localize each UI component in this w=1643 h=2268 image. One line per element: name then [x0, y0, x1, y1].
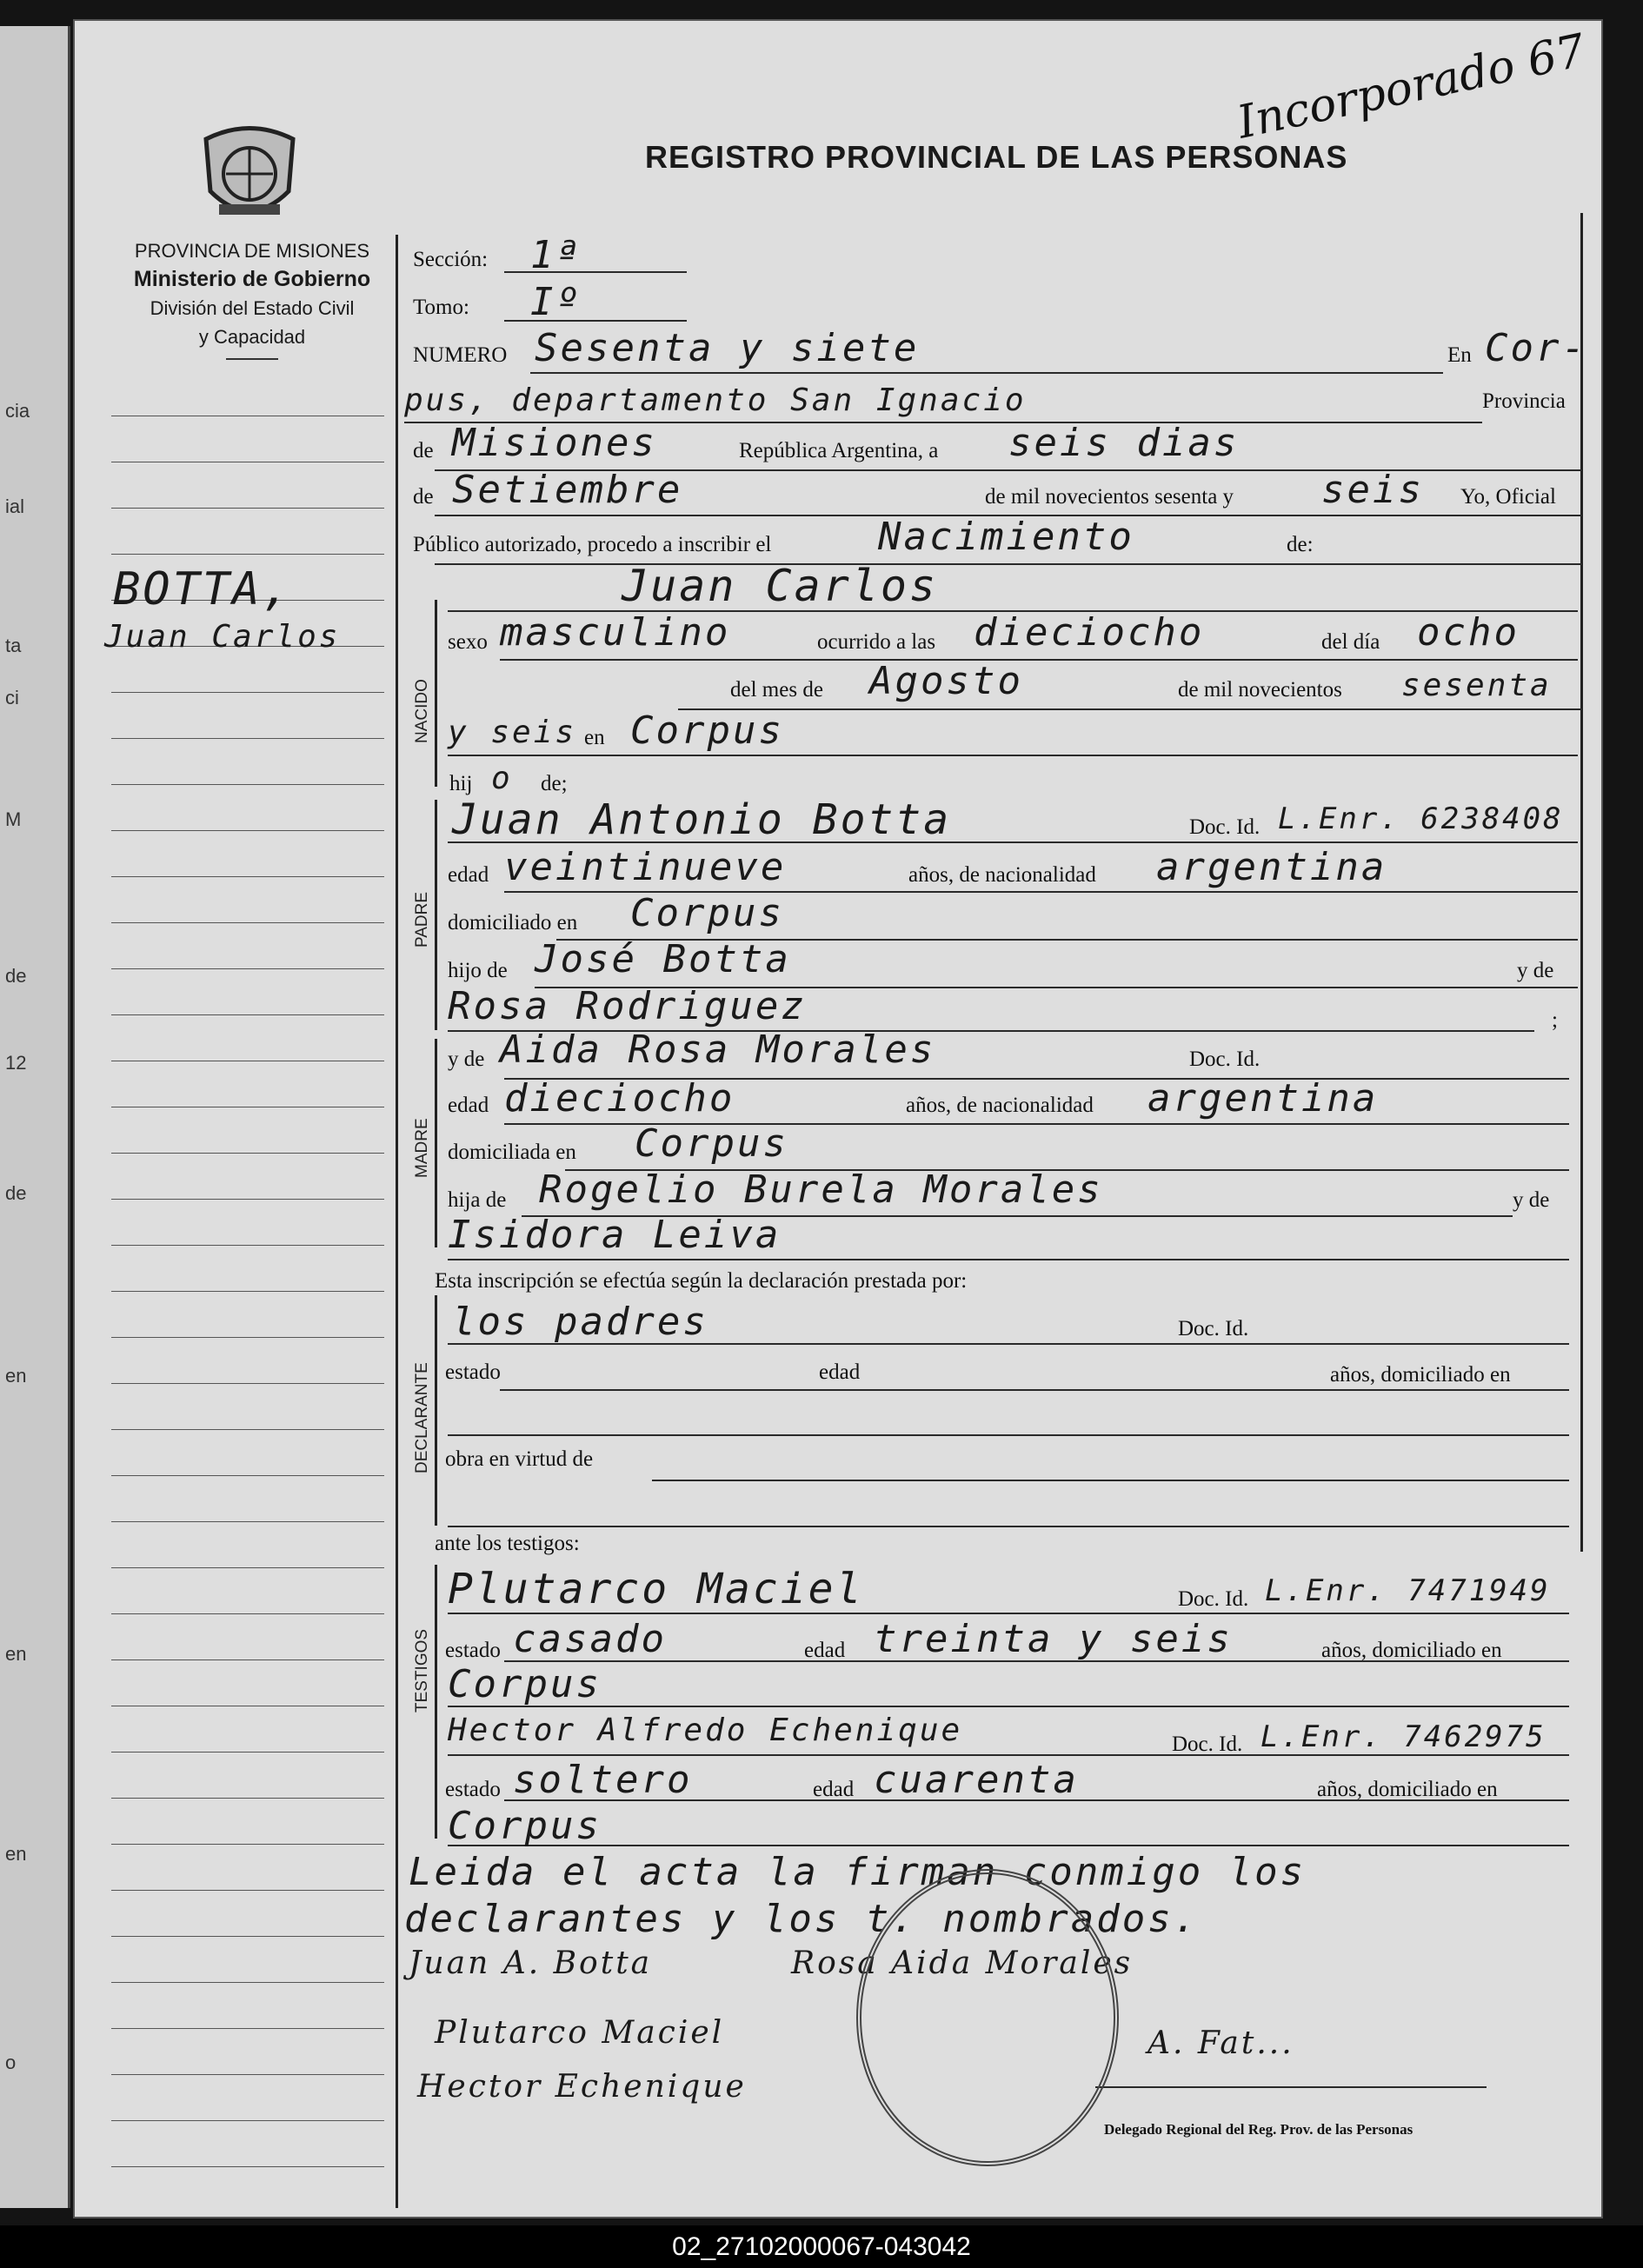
label-estado: estado — [445, 1778, 501, 1801]
previous-page-edge — [0, 26, 70, 2208]
value-acto: Nacimiento — [878, 515, 1134, 559]
margin-ruled-line — [111, 1383, 384, 1384]
value-testigo1-edad: treinta y seis — [874, 1617, 1233, 1661]
madre-bracket — [435, 1039, 437, 1247]
edge-text: ial — [5, 496, 25, 517]
value-abuela-m: Isidora Leiva — [448, 1213, 782, 1257]
value-padre-edad: veintinueve — [504, 845, 787, 889]
label-provincia: Provincia — [1482, 389, 1566, 413]
label-del-mes: del mes de — [730, 678, 823, 702]
division-name: División del Estado Civil — [150, 297, 355, 319]
value-testigo2: Hector Alfredo Echenique — [448, 1713, 963, 1748]
corner-annotation: Incorporado 67 — [1233, 24, 1590, 150]
margin-ruled-line — [111, 1890, 384, 1891]
value-abuela-p: Rosa Rodriguez — [448, 984, 807, 1028]
value-anio-nac-b: y seis — [448, 715, 577, 750]
value-dia-nac: ocho — [1417, 610, 1520, 655]
margin-ruled-line — [111, 1982, 384, 1983]
label-estado: estado — [445, 1360, 501, 1384]
page-title: REGISTRO PROVINCIAL DE LAS PERSONAS — [645, 139, 1348, 175]
margin-ruled-line — [111, 1429, 384, 1430]
edge-text: ci — [5, 687, 19, 708]
label-anios-dom: años, domiciliado en — [1321, 1639, 1502, 1662]
label-edad: edad — [448, 863, 489, 887]
label-edad-lower: edad — [813, 1778, 855, 1801]
signature-father: Juan A. Botta — [409, 1945, 653, 1981]
side-label-madre: MADRE — [413, 1118, 431, 1178]
label-de-colon: de: — [1287, 533, 1314, 556]
edge-text: de — [5, 965, 27, 987]
value-hij: o — [491, 761, 513, 796]
margin-ruled-line — [111, 1613, 384, 1614]
side-label-nacido: NACIDO — [413, 679, 431, 743]
value-testigo1-dom: Corpus — [448, 1662, 602, 1706]
label-en: En — [1447, 343, 1472, 367]
label-sexo: sexo — [448, 630, 488, 654]
label-domiciliada: domiciliada en — [448, 1141, 576, 1164]
value-mes: Setiembre — [452, 468, 683, 512]
label-de: de — [413, 485, 434, 509]
nacido-bracket — [435, 600, 437, 787]
label-obra: obra en virtud de — [445, 1447, 594, 1471]
value-nombre: Juan Carlos — [622, 561, 939, 611]
margin-ruled-line — [111, 1291, 384, 1292]
closing-line-1: Leida el acta la firman conmigo los — [409, 1850, 1307, 1894]
value-declarante: los padres — [452, 1300, 708, 1344]
label-anios-dom: años, domiciliado en — [1317, 1778, 1498, 1801]
margin-ruled-line — [111, 1936, 384, 1937]
value-testigo1-estado: casado — [513, 1617, 667, 1661]
side-label-declarante: DECLARANTE — [413, 1362, 431, 1473]
margin-ruled-line — [111, 2028, 384, 2029]
label-estado: estado — [445, 1639, 501, 1662]
margin-surname: BOTTA, — [113, 563, 292, 615]
signature-mother: Rosa Aida Morales — [791, 1945, 1134, 1981]
right-border — [1580, 213, 1583, 1552]
margin-ruled-line — [111, 1337, 384, 1338]
edge-text: en — [5, 1643, 27, 1665]
margin-ruled-line — [111, 1798, 384, 1799]
margin-ruled-line — [111, 738, 384, 739]
edge-text: en — [5, 1843, 27, 1865]
label-doc-id: Doc. Id. — [1189, 815, 1261, 839]
label-mil: de mil novecientos sesenta y — [985, 485, 1234, 509]
value-madre-nac: argentina — [1147, 1076, 1379, 1121]
edge-text: de — [5, 1182, 27, 1204]
label-de-mil: de mil novecientos — [1178, 678, 1342, 702]
value-padre: Juan Antonio Botta — [452, 795, 952, 844]
margin-ruled-line — [111, 1153, 384, 1154]
label-anios-nac: años, de nacionalidad — [906, 1094, 1094, 1117]
value-seccion: 1ª — [530, 233, 582, 277]
label-semicolon: ; — [1552, 1008, 1558, 1032]
padre-bracket — [435, 800, 437, 1030]
value-abuelo-m: Rogelio Burela Morales — [539, 1167, 1103, 1212]
edge-text: ta — [5, 635, 22, 656]
label-y-de-madre: y de — [448, 1048, 485, 1071]
value-anio: seis — [1321, 468, 1424, 512]
label-publico: Público autorizado, procedo a inscribir el — [413, 533, 772, 556]
label-hij: hij — [449, 772, 473, 795]
label-y-de: y de — [1513, 1188, 1550, 1212]
label-anios-nac: años, de nacionalidad — [908, 863, 1096, 887]
value-padre-dom: Corpus — [630, 891, 784, 935]
value-hora: dieciocho — [974, 610, 1205, 655]
coat-of-arms-icon — [193, 122, 306, 235]
closing-line-2: declarantes y los t. nombrados. — [404, 1897, 1200, 1941]
label-edad-lower: edad — [819, 1360, 861, 1384]
value-lugar-b: pus, departamento San Ignacio — [404, 382, 1027, 418]
margin-ruled-line — [111, 1014, 384, 1015]
margin-ruled-line — [111, 784, 384, 785]
value-dia: seis dias — [1008, 421, 1240, 465]
label-seccion: Sección: — [413, 248, 489, 271]
label-anios-dom: años, domiciliado en — [1330, 1363, 1511, 1387]
label-de-semicolon: de; — [541, 772, 568, 795]
margin-divider — [396, 235, 398, 2208]
margin-ruled-line — [111, 922, 384, 923]
margin-ruled-line — [111, 508, 384, 509]
ministry-name: Ministerio de Gobierno — [133, 267, 371, 291]
label-y-de: y de — [1517, 959, 1554, 982]
province-name: PROVINCIA DE MISIONES — [134, 240, 370, 262]
margin-ruled-line — [111, 1199, 384, 1200]
declarante-bracket — [435, 1295, 437, 1526]
value-testigo1-doc: L.Enr. 7471949 — [1265, 1573, 1551, 1608]
margin-ruled-line — [111, 2120, 384, 2121]
edge-text: en — [5, 1365, 27, 1387]
officer-title: Delegado Regional del Reg. Prov. de las Personas — [1104, 2121, 1414, 2138]
label-testigos: ante los testigos: — [435, 1532, 580, 1555]
label-ocurrido: ocurrido a las — [817, 630, 936, 654]
value-testigo2-dom: Corpus — [448, 1804, 602, 1848]
value-madre: Aida Rosa Morales — [500, 1028, 936, 1072]
value-testigo1: Plutarco Maciel — [448, 1565, 864, 1613]
value-provincia: Misiones — [452, 421, 657, 465]
value-lugar-nac: Corpus — [630, 708, 784, 753]
division-name-cont: y Capacidad — [198, 326, 306, 348]
official-seal — [856, 1869, 1119, 2166]
value-sexo: masculino — [500, 610, 731, 655]
margin-ruled-line — [111, 692, 384, 693]
margin-ruled-line — [111, 968, 384, 969]
label-de: de — [413, 439, 434, 462]
margin-ruled-line — [111, 554, 384, 555]
edge-text: 12 — [5, 1052, 27, 1074]
label-edad-lower: edad — [804, 1639, 846, 1662]
label-doc-id: Doc. Id. — [1172, 1733, 1243, 1756]
value-padre-nac: argentina — [1156, 845, 1387, 889]
testigos-bracket — [435, 1565, 437, 1839]
label-inscripcion: Esta inscripción se efectúa según la declaración prestada por: — [435, 1269, 968, 1293]
margin-ruled-line — [111, 1521, 384, 1522]
signature-witness-1: Plutarco Maciel — [435, 2015, 725, 2051]
edge-text: cia — [5, 400, 30, 422]
signature-witness-2: Hector Echenique — [417, 2069, 747, 2105]
label-domiciliado: domiciliado en — [448, 911, 578, 934]
edge-text: M — [5, 808, 22, 830]
value-madre-dom: Corpus — [635, 1121, 788, 1166]
label-doc-id: Doc. Id. — [1178, 1587, 1249, 1611]
margin-ruled-line — [111, 2166, 384, 2167]
value-testigo2-doc: L.Enr. 7462975 — [1261, 1719, 1547, 1754]
margin-ruled-line — [111, 1752, 384, 1753]
image-caption: 02_27102000067-043042 — [0, 2225, 1643, 2268]
margin-ruled-line — [111, 830, 384, 831]
margin-ruled-line — [111, 1659, 384, 1660]
value-mes-nac: Agosto — [869, 659, 1023, 703]
label-doc-id: Doc. Id. — [1189, 1048, 1261, 1071]
label-del-dia: del día — [1321, 630, 1380, 654]
margin-ruled-line — [111, 1245, 384, 1246]
value-tomo: Iº — [530, 280, 582, 324]
label-en-lower: en — [584, 726, 605, 749]
margin-ruled-line — [111, 1844, 384, 1845]
margin-given-name: Juan Carlos — [104, 619, 341, 655]
label-tomo: Tomo: — [413, 296, 469, 319]
label-yo-oficial: Yo, Oficial — [1460, 485, 1556, 509]
value-abuelo-p: José Botta — [535, 937, 791, 981]
value-testigo2-estado: soltero — [513, 1758, 693, 1802]
value-testigo2-edad: cuarenta — [874, 1758, 1079, 1802]
value-lugar-a: Cor- — [1485, 326, 1587, 370]
value-madre-edad: dieciocho — [504, 1076, 735, 1121]
value-numero: Sesenta y siete — [535, 326, 920, 370]
side-label-padre: PADRE — [413, 891, 431, 948]
label-hija-de: hija de — [448, 1188, 507, 1212]
issuing-office — [87, 236, 417, 360]
label-doc-id: Doc. Id. — [1178, 1317, 1249, 1340]
side-label-testigos: TESTIGOS — [413, 1628, 431, 1713]
signature-officer: A. Fat... — [1147, 2025, 1294, 2061]
value-padre-doc: L.Enr. 6238408 — [1278, 801, 1564, 836]
edge-text: o — [5, 2052, 17, 2073]
label-numero: NUMERO — [413, 343, 508, 367]
label-edad: edad — [448, 1094, 489, 1117]
margin-ruled-line — [111, 1475, 384, 1476]
margin-ruled-line — [111, 2074, 384, 2075]
margin-ruled-line — [111, 1567, 384, 1568]
value-anio-nac-a: sesenta — [1401, 668, 1552, 703]
label-republica: República Argentina, a — [739, 439, 939, 462]
label-hijo-de: hijo de — [448, 959, 508, 982]
margin-ruled-line — [111, 876, 384, 877]
